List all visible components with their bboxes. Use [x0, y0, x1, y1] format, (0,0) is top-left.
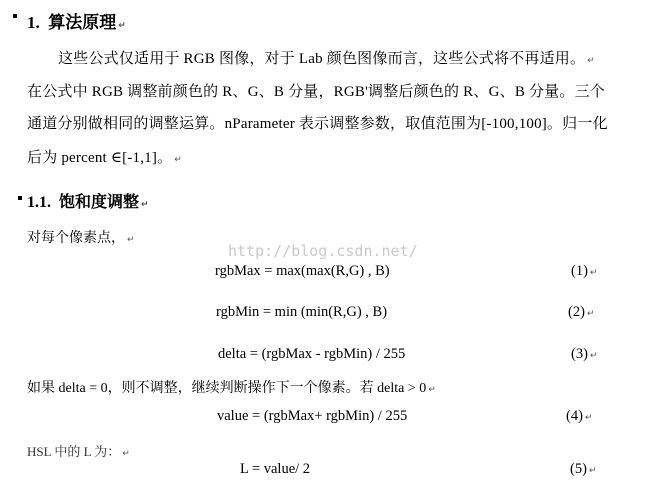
heading-2-number: 1.1. — [27, 194, 51, 211]
equation-1: rgbMax = max(max(R,G) , B) — [215, 263, 390, 279]
intro-line-3: 通道分别做相同的调整运算。nParameter 表示调整参数，取值范围为[-100,100]。归一化 — [27, 116, 608, 132]
watermark: http://blog.csdn.net/ — [228, 242, 418, 260]
heading-bullet — [18, 196, 22, 200]
intro-line-4: 后为 percent ∈[-1,1]。 ↵ — [27, 150, 183, 166]
delta-note: 如果 delta = 0，则不调整，继续判断操作下一个像素。若 delta > 0 ↵ — [27, 381, 436, 396]
equation-3: delta = (rgbMax - rgbMin) / 255 — [218, 346, 406, 362]
intro-line-2: 在公式中 RGB 调整前颜色的 R、G、B 分量，RGB'调整后颜色的 R、G、B 分量。三个 — [27, 84, 605, 100]
hsl-note: HSL 中的 L 为： ↵ — [27, 444, 130, 459]
equation-4: value = (rgbMax+ rgbMin) / 255 — [217, 408, 408, 424]
equation-1-number: (1) ↵ — [571, 263, 598, 279]
equation-3-number: (3) ↵ — [571, 346, 598, 362]
heading-1-title: 算法原理 — [48, 13, 117, 32]
heading-1-number: 1. — [27, 13, 40, 32]
paragraph-mark-icon: ↵ — [428, 385, 436, 395]
paragraph-mark-icon: ↵ — [141, 200, 149, 210]
intro-line-1: 这些公式仅适用于 RGB 图像，对于 Lab 颜色图像而言，这些公式将不再适用。 ↵ — [58, 51, 595, 67]
heading-1 — [27, 8, 126, 33]
equation-2-number: (2) ↵ — [568, 304, 595, 320]
heading-2 — [27, 189, 149, 212]
paragraph-mark-icon: ↵ — [587, 56, 595, 66]
paragraph-mark-icon: ↵ — [174, 155, 183, 165]
paragraph-mark-icon: ↵ — [118, 21, 126, 31]
per-pixel-text: 对每个像素点， ↵ — [27, 231, 135, 246]
equation-5-number: (5) ↵ — [570, 461, 597, 477]
equation-5: L = value/ 2 — [240, 461, 311, 477]
heading-bullet — [13, 14, 17, 18]
equation-4-number: (4) ↵ — [566, 408, 593, 424]
heading-2-title: 饱和度调整 — [59, 194, 140, 211]
equation-2: rgbMin = min (min(R,G) , B) — [216, 304, 388, 320]
paragraph-mark-icon: ↵ — [122, 449, 130, 459]
paragraph-mark-icon: ↵ — [127, 235, 135, 245]
